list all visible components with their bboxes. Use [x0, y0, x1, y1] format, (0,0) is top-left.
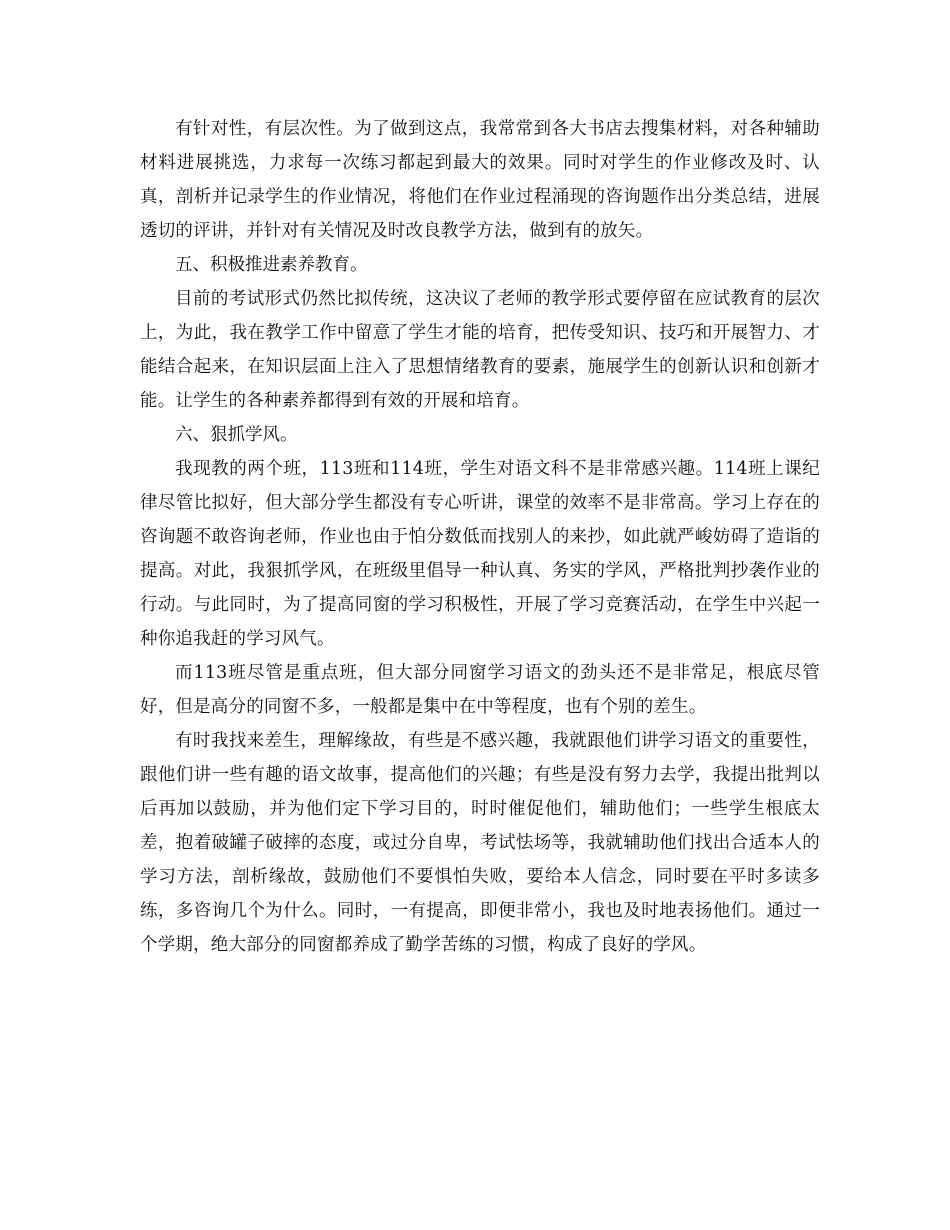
paragraph-intro-continuation: 有针对性，有层次性。为了做到这点，我常常到各大书店去搜集材料，对各种辅助材料进展挑选，力求每一次练习都起到最大的效果。同时对学生的作业修改及时、认真，剖析并记录学生的作业情况，将他们在作业过程涌现的咨询题作出分类总结，进展透切的评讲，并针对有关情况及时改良教学方法，做到有的放矢。 — [140, 119, 820, 241]
section-heading-study-style: 六、狠抓学风。 — [175, 425, 298, 445]
section-heading-quality-education: 五、积极推进素养教育。 — [175, 255, 368, 275]
paragraph-class-114: 我现教的两个班，113班和114班，学生对语文科不是非常感兴趣。114班上课纪律尽管比拟好，但大部分学生都没有专心听讲，课堂的效率不是非常高。学习上存在的咨询题不敢咨询老师，作业也由于怕分数低而找别人的来抄，如此就严峻妨碍了造诣的提高。对此，我狠抓学风，在班级里倡导一种认真、务实的学风，严格批判抄袭作业的行动。与此同时，为了提高同窗的学习积极性，开展了学习竞赛活动，在学生中兴起一种你追我赶的学习风气。 — [140, 459, 820, 649]
document-body — [140, 112, 820, 962]
paragraph-class-113: 而113班尽管是重点班，但大部分同窗学习语文的劲头还不是非常足，根底尽管好，但是高分的同窗不多，一般都是集中在中等程度，也有个别的差生。 — [140, 663, 820, 717]
paragraph-quality-education: 目前的考试形式仍然比拟传统，这决议了老师的教学形式要停留在应试教育的层次上，为此，我在教学工作中留意了学生才能的培育，把传受知识、技巧和开展智力、才能结合起来，在知识层面上注入了思想情绪教育的要素，施展学生的创新认识和创新才能。让学生的各种素养都得到有效的开展和培育。 — [140, 289, 820, 411]
paragraph-weak-students: 有时我找来差生，理解缘故，有些是不感兴趣，我就跟他们讲学习语文的重要性，跟他们讲一些有趣的语文故事，提高他们的兴趣；有些是没有努力去学，我提出批判以后再加以鼓励，并为他们定下学习目的，时时催促他们，辅助他们；一些学生根底太差，抱着破罐子破摔的态度，或过分自卑，考试怯场等，我就辅助他们找出合适本人的学习方法，剖析缘故，鼓励他们不要惧怕失败，要给本人信念，同时要在平时多读多练，多咨询几个为什么。同时，一有提高，即便非常小，我也及时地表扬他们。通过一个学期，绝大部分的同窗都养成了勤学苦练的习惯，构成了良好的学风。 — [140, 731, 820, 955]
